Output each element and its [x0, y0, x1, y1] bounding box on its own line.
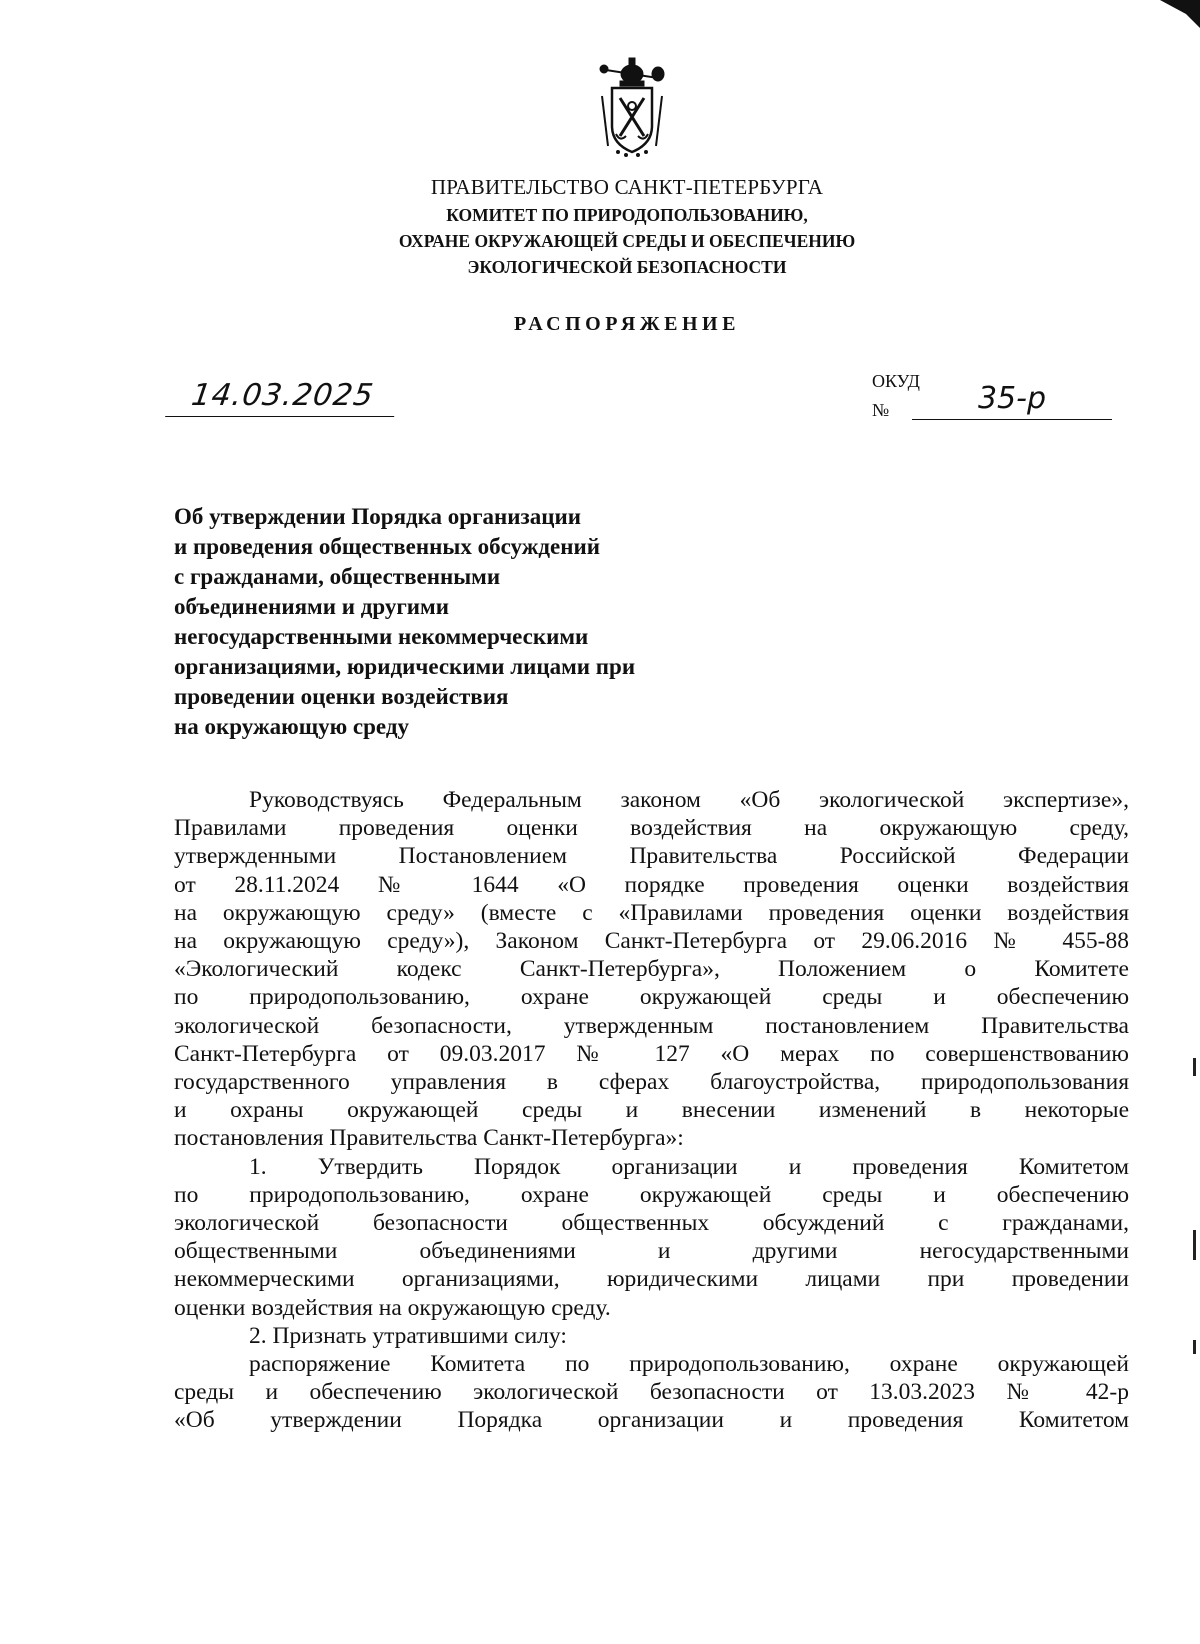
body-line: экологической безопасности, утвержденным постановлением Правительства	[174, 1012, 1129, 1039]
body-line: экологической безопасности общественных обсуждений с гражданами,	[174, 1210, 1129, 1237]
body-line: 2. Признать утратившими силу:	[249, 1322, 567, 1349]
subject-line: с гражданами, общественными	[174, 564, 501, 589]
document-header	[0, 174, 1200, 280]
body-line: на окружающую среду»), Законом Санкт-Петербурга от 29.06.2016 № 455-88	[174, 928, 1129, 955]
body-line: постановления Правительства Санкт-Петербурга»:	[174, 1125, 684, 1152]
scan-corner-mark	[1160, 0, 1200, 30]
order-subject	[174, 502, 774, 742]
body-line: по природопользованию, охране окружающей среды и обеспечению	[174, 984, 1129, 1011]
subject-line: объединениями и другими	[174, 594, 449, 619]
body-line: и охраны окружающей среды и внесении изменений в некоторые	[174, 1097, 1129, 1124]
subject-line: Об утверждении Порядка организации	[174, 504, 582, 529]
order-number: 35-р	[912, 379, 1112, 420]
scan-edge-mark	[1193, 1340, 1196, 1354]
st-petersburg-coat-of-arms-icon	[596, 56, 668, 160]
body-line: оценки воздействия на окружающую среду.	[174, 1294, 611, 1321]
body-line: «Об утверждении Порядка организации и проведения Комитетом	[174, 1407, 1129, 1434]
number-label: №	[872, 400, 890, 420]
committee-line: ЭКОЛОГИЧЕСКОЙ БЕЗОПАСНОСТИ	[467, 257, 787, 277]
government-title: ПРАВИТЕЛЬСТВО САНКТ-ПЕТЕРБУРГА	[430, 175, 824, 199]
order-body	[174, 786, 1129, 1435]
body-line: Руководствуясь Федеральным законом «Об экологической экспертизе»,	[249, 787, 1129, 813]
okud-label: ОКУД	[872, 371, 920, 391]
body-line: Правилами проведения оценки воздействия на окружающую среду,	[174, 815, 1129, 842]
subject-line: негосударственными некоммерческими	[174, 624, 589, 649]
body-line: утвержденными Постановлением Правительства Российской Федерации	[174, 843, 1129, 870]
body-line: по природопользованию, охране окружающей среды и обеспечению	[174, 1181, 1129, 1208]
subject-line: на окружающую среду	[174, 714, 409, 739]
subject-line: проведении оценки воздействия	[174, 684, 509, 709]
subject-line: и проведения общественных обсуждений	[174, 534, 600, 559]
body-line: распоряжение Комитета по природопользованию, охране окружающей	[249, 1351, 1129, 1378]
committee-name	[0, 202, 1200, 280]
committee-line: ОХРАНЕ ОКРУЖАЮЩЕЙ СРЕДЫ И ОБЕСПЕЧЕНИЮ	[398, 231, 856, 251]
body-line: «Экологический кодекс Санкт-Петербурга», Положением о Комитете	[174, 956, 1129, 983]
body-line: некоммерческими организациями, юридическими лицами при проведении	[174, 1266, 1129, 1293]
body-line: на окружающую среду» (вместе с «Правилами проведения оценки воздействия	[174, 899, 1129, 926]
body-line: общественными объединениями и другими негосударственными	[174, 1238, 1129, 1265]
document-type-title: РАСПОРЯЖЕНИЕ	[514, 313, 740, 335]
scan-edge-mark	[1193, 1058, 1196, 1076]
body-line: Санкт-Петербурга от 09.03.2017 № 127 «О мерах по совершенствованию	[174, 1040, 1129, 1067]
order-date: 14.03.2025	[165, 376, 400, 417]
subject-line: организациями, юридическими лицами при	[174, 654, 636, 679]
body-line: среды и обеспечению экологической безопасности от 13.03.2023 № 42-р	[174, 1379, 1129, 1406]
body-line: государственного управления в сферах благоустройства, природопользования	[174, 1069, 1129, 1096]
body-line: 1. Утвердить Порядок организации и проведения Комитетом	[249, 1153, 1129, 1180]
committee-line: КОМИТЕТ ПО ПРИРОДОПОЛЬЗОВАНИЮ,	[446, 205, 808, 225]
body-line: от 28.11.2024 № 1644 «О порядке проведения оценки воздействия	[174, 871, 1129, 898]
scan-edge-mark	[1193, 1230, 1196, 1260]
